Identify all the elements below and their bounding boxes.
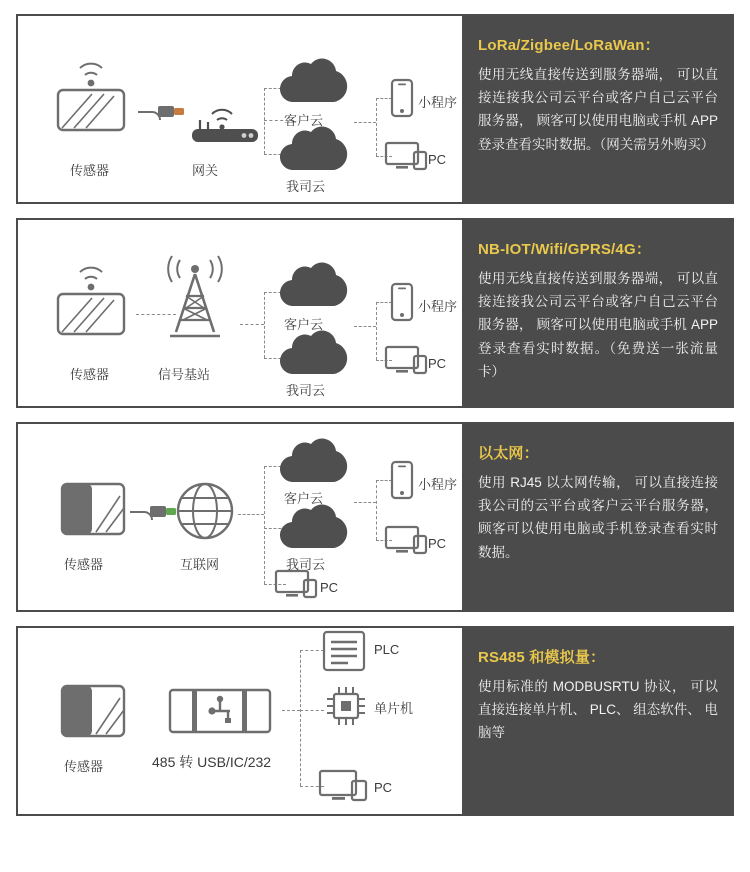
phone-icon: [390, 78, 414, 118]
mcu-icon: [324, 684, 368, 728]
cloud-ours-icon: [276, 332, 352, 376]
link-line: [376, 302, 377, 360]
pc-label: PC: [428, 356, 447, 371]
sensor-icon: [52, 262, 144, 340]
sensor-label: 传感器: [70, 163, 110, 178]
link-line: [354, 326, 376, 327]
phone-label: 小程序: [418, 299, 458, 314]
cloud-customer-icon: [276, 60, 352, 104]
sensor-icon: [56, 678, 136, 750]
plc-icon: [322, 630, 366, 672]
diagram-nbiot: [18, 220, 462, 406]
sensor-label: 传感器: [70, 367, 110, 382]
card-nbiot: [16, 218, 734, 408]
desc-body: 使用 RJ45 以太网传输， 可以直接连接我公司的云平台或客户云平台服务器， 顾客可以使用电脑或手机登录查看实时数据。: [478, 475, 718, 560]
globe-icon: [174, 480, 236, 542]
cloud-customer-label: 客户云: [284, 491, 324, 506]
plc-label: PLC: [374, 642, 400, 657]
desc-title: 以太网：: [478, 445, 539, 462]
pc-icon: [384, 140, 428, 174]
desc-lora: [462, 16, 732, 202]
desc-nbiot: [462, 220, 732, 406]
link-line: [240, 324, 264, 325]
cloud-ours-icon: [276, 506, 352, 550]
cloud-ours-icon: [276, 128, 352, 172]
cloud-customer-icon: [276, 264, 352, 308]
pc-label: PC: [428, 536, 447, 551]
sensor-icon: [52, 58, 144, 136]
link-line: [264, 292, 265, 358]
pc-label: PC: [374, 780, 393, 795]
converter-label: 485 转 USB/IC/232: [152, 754, 272, 770]
cloud-customer-icon: [276, 440, 352, 484]
phone-icon: [390, 282, 414, 322]
cloud-ours-label: 我司云: [286, 557, 326, 572]
signal-tower-icon: [158, 256, 238, 352]
link-line: [354, 502, 376, 503]
cloud-customer-label: 客户云: [284, 113, 324, 128]
link-line: [264, 466, 265, 584]
link-line: [282, 710, 300, 711]
pc-label-2: PC: [320, 580, 339, 595]
pc-icon: [318, 768, 370, 806]
sensor-label: 传感器: [64, 759, 104, 774]
desc-title: RS485 和模拟量：: [478, 649, 606, 666]
sensor-icon: [56, 476, 136, 548]
desc-body: 使用标准的 MODBUSRTU 协议， 可以直接连接单片机、 PLC、 组态软件、 电脑等: [478, 679, 719, 741]
phone-label: 小程序: [418, 95, 458, 110]
cloud-ours-label: 我司云: [286, 383, 326, 398]
sensor-label: 传感器: [64, 557, 104, 572]
desc-rs485: [462, 628, 732, 814]
cloud-customer-label: 客户云: [284, 317, 324, 332]
internet-label: 互联网: [180, 557, 220, 572]
mcu-label: 单片机: [374, 701, 414, 716]
link-line: [264, 88, 265, 154]
gateway-icon: [186, 98, 266, 150]
pc-icon: [384, 524, 428, 558]
diagram-rs485: [18, 628, 462, 814]
diagram-lora: [18, 16, 462, 202]
link-line: [238, 514, 264, 515]
card-ethernet: [16, 422, 734, 612]
card-rs485: [16, 626, 734, 816]
cable-icon: [136, 98, 190, 126]
pc-icon: [384, 344, 428, 378]
link-line: [300, 650, 324, 651]
link-line: [376, 98, 377, 156]
link-line: [300, 650, 301, 786]
desc-title: LoRa/Zigbee/LoRaWan：: [478, 37, 660, 54]
link-line: [376, 480, 377, 540]
link-line: [300, 710, 324, 711]
cloud-ours-label: 我司云: [286, 179, 326, 194]
link-line: [354, 122, 376, 123]
desc-title: NB-IOT/Wifi/GPRS/4G：: [478, 241, 652, 258]
desc-body: 使用无线直接传送到服务器端， 可以直接连接我公司云平台或客户自己云平台服务器， 顾客可以使用电脑或手机 APP 登录查看实时数据。（网关需另外购买）: [478, 67, 718, 152]
phone-icon: [390, 460, 414, 500]
desc-body: 使用无线直接传送到服务器端， 可以直接连接我公司云平台或客户自己云平台服务器， 顾客可以使用电脑或手机 APP 登录查看实时数据。（免费送一张流量卡）: [478, 271, 718, 379]
gateway-label: 网关: [192, 163, 219, 178]
phone-label: 小程序: [418, 477, 458, 492]
pc-icon: [274, 568, 318, 602]
diagram-ethernet: [18, 424, 462, 610]
card-lora: [16, 14, 734, 204]
tower-label: 信号基站: [158, 367, 211, 382]
desc-ethernet: [462, 424, 732, 610]
converter-icon: [168, 686, 272, 740]
pc-label: PC: [428, 152, 447, 167]
